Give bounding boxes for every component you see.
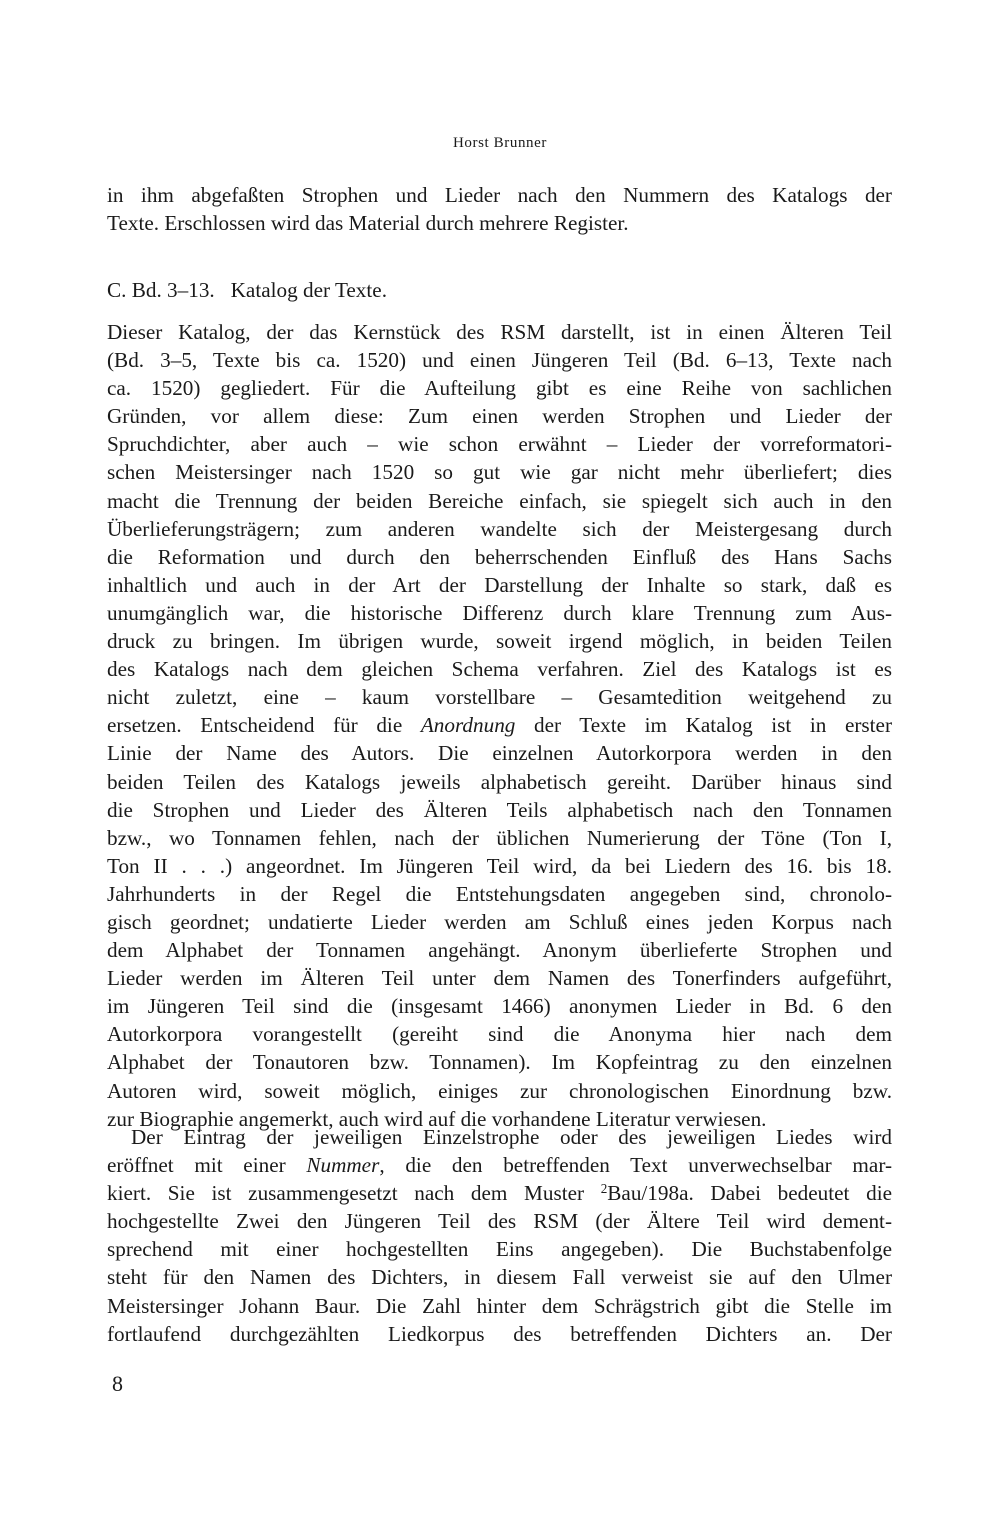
text-line: Alphabet der Tonautoren bzw. Tonnamen). Im Kopfeintrag zu den einzelnen (107, 1050, 892, 1075)
text-line: macht die Trennung der beiden Bereiche einfach, sie spiegelt sich auch in den (107, 488, 892, 513)
text-line: dem Alphabet der Tonnamen angehängt. Anonym überlieferte Strophen und (107, 938, 892, 963)
text-line: beiden Teilen des Katalogs jeweils alphabetisch gereiht. Darüber hinaus sind (107, 769, 892, 794)
text-line: zur Biographie angemerkt, auch wird auf die vorhandene Literatur verwiesen. (107, 1106, 767, 1131)
text-line (107, 1151, 892, 1179)
text-line: Dieser Katalog, der das Kernstück des RSM darstellt, ist in einen Älteren Teil (107, 320, 892, 344)
text-line: inhaltlich und auch in der Art der Darstellung der Inhalte so stark, daß es (107, 572, 892, 597)
text-line: Autoren wird, soweit möglich, einiges zur chronologischen Einordnung bzw. (107, 1078, 892, 1103)
text-fragment: eröffnet mit einer (107, 1153, 286, 1178)
text-line: hochgestellte Zwei den Jüngeren Teil des RSM (der Ältere Teil wird dement- (107, 1209, 892, 1234)
text-line: die Strophen und Lieder des Älteren Teils alphabetisch nach den Tonnamen (107, 797, 892, 822)
text-fragment: Bau/198a. Dabei bedeutet die (607, 1181, 892, 1206)
text-line: in ihm abgefaßten Strophen und Lieder nach den Nummern des Katalogs der (107, 183, 892, 207)
text-line: Lieder werden im Älteren Teil unter dem Namen des Tonerfinders aufgeführt, (107, 966, 892, 991)
running-header: Horst Brunner (452, 135, 548, 151)
text-line: (Bd. 3–5, Texte bis ca. 1520) und einen Jüngeren Teil (Bd. 6–13, Texte nach (107, 348, 892, 373)
text-fragment: ersetzen. Entscheidend für die (107, 713, 403, 738)
text-fragment: der Texte im Katalog ist in erster (534, 713, 893, 738)
text-fragment: kiert. Sie ist zusammengesetzt nach dem Muster (107, 1181, 585, 1206)
text-line: unumgänglich war, die historische Differenz durch klare Trennung zum Aus- (107, 600, 892, 625)
text-line: Autorkorpora vorangestellt (gereiht sind die Anonyma hier nach dem (107, 1022, 892, 1047)
text-line: Überlieferungsträgern; zum anderen wandelte sich der Meistergesang durch (107, 516, 892, 541)
text-line: sprechend mit einer hochgestellten Eins angegeben). Die Buchstabenfolge (107, 1237, 892, 1262)
text-line (107, 711, 892, 739)
section-heading: C. Bd. 3–13. Katalog der Texte. (107, 278, 387, 302)
text-line: des Katalogs nach dem gleichen Schema verfahren. Ziel des Katalogs ist es (107, 657, 892, 682)
text-line: druck zu bringen. Im übrigen wurde, soweit irgend möglich, in beiden Teilen (107, 629, 892, 654)
paragraph-catalog (107, 318, 892, 1133)
text-line: steht für den Namen des Dichters, in diesem Fall verweist sie auf den Ulmer (107, 1265, 892, 1290)
text-line: fortlaufend durchgezählten Liedkorpus des betreffenden Dichters an. Der (107, 1321, 892, 1346)
text-line: nicht zuletzt, eine – kaum vorstellbare – Gesamtedition weitgehend zu (107, 685, 892, 710)
text-line (107, 1179, 892, 1207)
emphasis-nummer: Nummer (306, 1153, 380, 1178)
text-line: Der Eintrag der jeweiligen Einzelstrophe oder des jeweiligen Liedes wird (131, 1125, 892, 1149)
text-line: bzw., wo Tonnamen fehlen, nach der üblichen Numerierung der Töne (Ton I, (107, 825, 892, 850)
text-line: Gründen, vor allem diese: Zum einen werden Strophen und Lieder der (107, 404, 892, 429)
text-line: die Reformation und durch den beherrschenden Einfluß des Hans Sachs (107, 544, 892, 569)
text-line: im Jüngeren Teil sind die (insgesamt 1466) anonymen Lieder in Bd. 6 den (107, 994, 892, 1019)
paragraph-entry-number (107, 1123, 892, 1348)
text-line: ca. 1520) gegliedert. Für die Aufteilung gibt es eine Reihe von sachlichen (107, 376, 892, 401)
text-line: Ton II . . .) angeordnet. Im Jüngeren Teil wird, da bei Liedern des 16. bis 18. (107, 853, 892, 878)
superscript-two: 2 (600, 1180, 608, 1196)
text-line: Jahrhunderts in der Regel die Entstehungsdaten angegeben sind, chronolo- (107, 881, 892, 906)
page-number: 8 (112, 1371, 123, 1396)
paragraph-intro (107, 181, 892, 237)
text-line: Spruchdichter, aber auch – wie schon erwähnt – Lieder der vorreformatori- (107, 432, 892, 457)
text-fragment: , die den betreffenden Text unverwechselbar mar- (379, 1153, 893, 1178)
text-line: Meistersinger Johann Baur. Die Zahl hinter dem Schrägstrich gibt die Stelle im (107, 1293, 892, 1318)
text-line: Linie der Name des Autors. Die einzelnen Autorkorpora werden in den (107, 741, 892, 766)
text-line: gisch geordnet; undatierte Lieder werden am Schluß eines jeden Korpus nach (107, 909, 892, 934)
emphasis-anordnung: Anordnung (420, 713, 516, 738)
text-line: schen Meistersinger nach 1520 so gut wie gar nicht mehr überliefert; dies (107, 460, 892, 485)
text-line: Texte. Erschlossen wird das Material durch mehrere Register. (107, 211, 629, 236)
